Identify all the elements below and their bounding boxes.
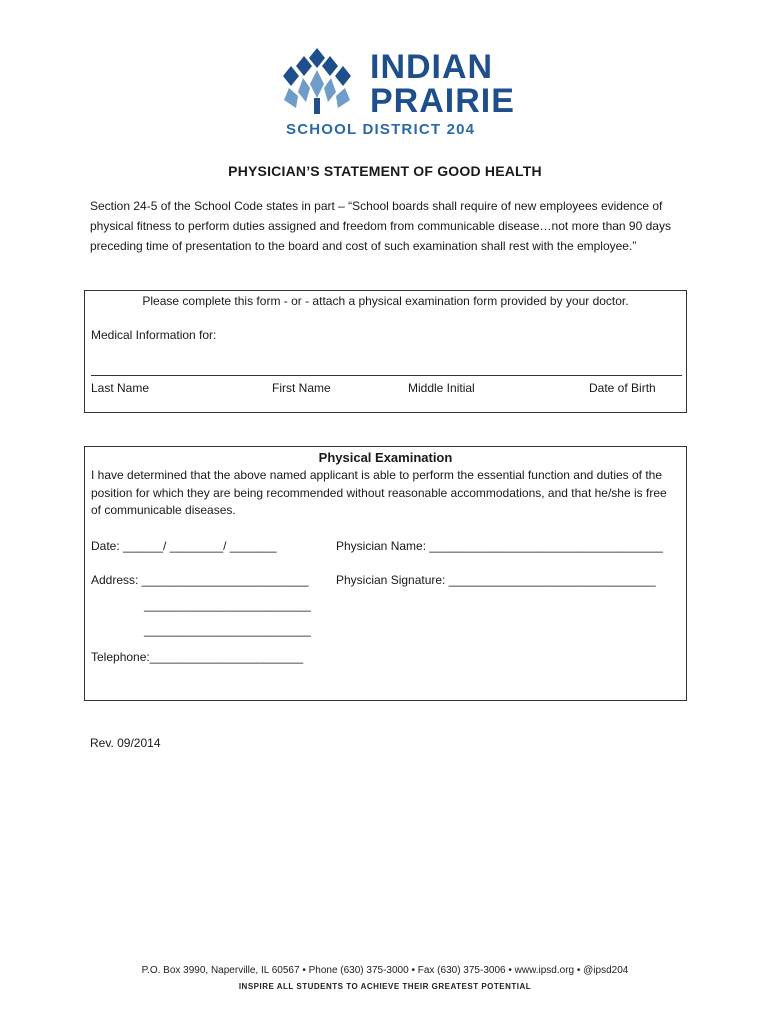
physician-name-field[interactable]: Physician Name: ___________________________________ [336, 539, 663, 553]
exam-statement: I have determined that the above named applicant is able to perform the essential function and duties of the position for which they are being recommended without reasonable accommodations, and that he/she is free of communicable diseases. [91, 468, 667, 517]
address-line-2[interactable]: _________________________ [144, 598, 311, 612]
revision-date: Rev. 09/2014 [90, 736, 161, 750]
logo-text-district: SCHOOL DISTRICT 204 [286, 121, 476, 138]
exam-heading: Physical Examination [318, 450, 453, 465]
intro-paragraph: Section 24-5 of the School Code states in part – “School boards shall require of new employees evidence of physical fitness to perform duties assigned and freedom from communicable disease…not more than 90 days preceding time of presentation to the board and cost of such examination shall rest with the employee.” [90, 199, 671, 253]
physical-exam-box [84, 446, 687, 701]
telephone-field[interactable]: Telephone:_______________________ [91, 650, 304, 664]
instructions-text: Please complete this form - or - attach a physical examination form provided by your doctor. [142, 294, 629, 308]
address-line-3[interactable]: _________________________ [144, 623, 311, 637]
footer-contact: P.O. Box 3990, Naperville, IL 60567 • Phone (630) 375-3000 • Fax (630) 375-3006 • www.ipsd.org • @ipsd204 [141, 965, 629, 976]
logo-text-prairie: PRAIRIE [370, 82, 515, 120]
district-logo [276, 44, 515, 140]
logo-text-indian: INDIAN [370, 48, 494, 86]
column-date-of-birth: Date of Birth [589, 381, 656, 395]
footer-tagline: INSPIRE ALL STUDENTS TO ACHIEVE THEIR GREATEST POTENTIAL [238, 982, 532, 991]
address-field[interactable]: Address: _________________________ [91, 573, 309, 587]
column-middle-initial: Middle Initial [408, 381, 475, 395]
name-entry-line[interactable] [91, 375, 682, 376]
medical-info-box [84, 290, 687, 413]
column-first-name: First Name [272, 381, 331, 395]
date-field[interactable]: Date: ______/ ________/ _______ [91, 539, 277, 553]
prairie-leaf-icon [276, 48, 358, 118]
physician-signature-field[interactable]: Physician Signature: _______________________________ [336, 573, 656, 587]
column-last-name: Last Name [91, 381, 150, 395]
medical-info-label: Medical Information for: [91, 328, 217, 342]
document-title: PHYSICIAN’S STATEMENT OF GOOD HEALTH [228, 163, 542, 179]
